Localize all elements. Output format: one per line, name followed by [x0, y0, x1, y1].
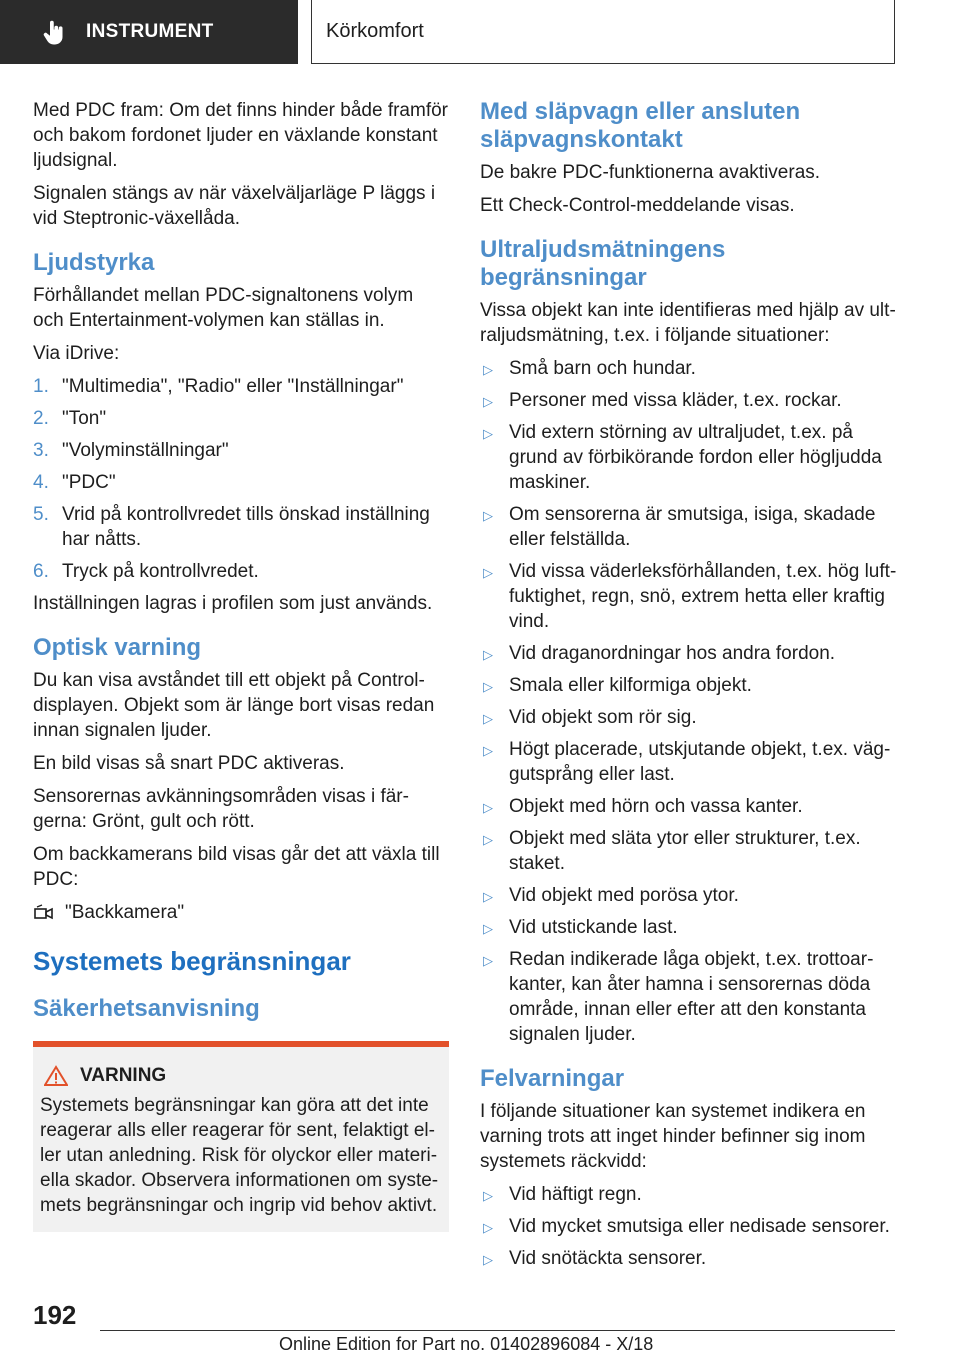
triangle-bullet-icon: ▷ — [483, 800, 493, 815]
list-item: ▷ Objekt med hörn och vassa kanter. — [480, 794, 898, 819]
warning-text: Systemets begränsningar kan göra att det inte reagerar alls eller reagerar för sent, felaktigt eller utan anledning. Risk för olyckor eller materiella skador. Observera informationen om systemets begränsningar och ingrip vid behov aktivt. — [40, 1095, 439, 1216]
heading-volume: Ljudstyrka — [33, 249, 155, 276]
list-item: ▷ Redan indikerade låga objekt, t.ex. trottoarkanter, kan åter hamna i sensorernas döda område, innan eller efter att den konstanta signalen ljuder. — [483, 949, 874, 1045]
list-item: 4. "PDC" — [33, 472, 116, 493]
left-column — [33, 98, 449, 1232]
heading-ultrasound: Ultraljudsmätningens begränsningar — [480, 236, 726, 291]
paragraph: En bild visas så snart PDC aktiveras. — [33, 753, 345, 774]
chapter-label: INSTRUMENT — [86, 21, 214, 42]
list-item: ▷ Objekt med släta ytor eller strukturer, t.ex. staket. — [483, 828, 861, 874]
list-item: 6. Tryck på kontrollvredet. — [33, 561, 259, 582]
list-item: ▷ Vid objekt med porösa ytor. — [480, 883, 898, 908]
paragraph: Sensorernas avkänningsområden visas i färgerna: Grönt, gult och rött. — [33, 786, 409, 832]
list-item: ▷ Vid objekt som rör sig. — [480, 705, 898, 730]
paragraph: Ett Check-Control-meddelande visas. — [480, 195, 795, 216]
triangle-bullet-icon: ▷ — [483, 426, 493, 441]
triangle-bullet-icon: ▷ — [483, 362, 493, 377]
triangle-bullet-icon: ▷ — [483, 679, 493, 694]
list-item: 3. "Volyminställningar" — [33, 440, 229, 461]
paragraph: Förhållandet mellan PDC-signaltonens volym och Entertainment-volymen kan ställas in. — [33, 285, 414, 331]
triangle-bullet-icon: ▷ — [483, 743, 493, 758]
page-header — [0, 0, 960, 66]
heading-trailer: Med släpvagn eller ansluten släpvagnskontakt — [480, 98, 801, 153]
list-item: ▷ Personer med vissa kläder, t.ex. rockar. — [480, 388, 898, 413]
warning-header — [40, 1065, 441, 1087]
page-number: 192 — [33, 1300, 77, 1330]
triangle-bullet-icon: ▷ — [483, 508, 493, 523]
triangle-bullet-icon: ▷ — [483, 889, 493, 904]
paragraph: Vissa objekt kan inte identifieras med hjälp av ultraljudsmätning, t.ex. i följande situationer: — [480, 300, 896, 346]
list-item: 1. "Multimedia", "Radio" eller "Inställningar" — [33, 376, 404, 397]
list-item: ▷ Smala eller kilformiga objekt. — [480, 673, 898, 698]
list-item: 5. Vrid på kontrollvredet tills önskad inställning har nåtts. — [33, 504, 430, 550]
list-item: ▷ Om sensorerna är smutsiga, isiga, skadade eller felställda. — [483, 504, 876, 550]
limitations-list — [480, 356, 898, 1047]
list-item: ▷ Högt placerade, utskjutande objekt, t.ex. väggutsprång eller last. — [483, 739, 891, 785]
paragraph: I följande situationer kan systemet indikera en varning trots att inget hinder befinner sig inom systemets räckvidd: — [480, 1101, 866, 1172]
triangle-bullet-icon: ▷ — [483, 1252, 493, 1267]
heading-optical: Optisk varning — [33, 634, 202, 661]
steps-list — [33, 374, 449, 584]
triangle-bullet-icon: ▷ — [483, 832, 493, 847]
list-item: ▷ Små barn och hundar. — [480, 356, 898, 381]
camera-option — [33, 900, 449, 925]
heading-false-warnings: Felvarningar — [480, 1065, 625, 1092]
triangle-bullet-icon: ▷ — [483, 1220, 493, 1235]
paragraph: Inställningen lagras i profilen som just används. — [33, 593, 433, 614]
section-title: Körkomfort — [311, 0, 895, 64]
list-item: 2. "Ton" — [33, 408, 107, 429]
warning-triangle-icon — [44, 1065, 68, 1087]
triangle-bullet-icon: ▷ — [483, 711, 493, 726]
paragraph: Om backkamerans bild visas går det att växla till PDC: — [33, 844, 440, 890]
list-item: ▷ Vid extern störning av ultraljudet, t.ex. på grund av förbikörande fordon eller högljudda maskiner. — [483, 422, 882, 493]
list-item: ▷ Vid vissa väderleksförhållanden, t.ex. hög luftfuktighet, regn, snö, extrem hetta eller kraftig vind. — [483, 561, 897, 632]
paragraph: De bakre PDC-funktionerna avaktiveras. — [480, 162, 821, 183]
list-item: ▷ Vid draganordningar hos andra fordon. — [480, 641, 898, 666]
heading-safety: Säkerhetsanvisning — [33, 995, 260, 1022]
triangle-bullet-icon: ▷ — [483, 394, 493, 409]
chapter-tab[interactable] — [0, 0, 298, 64]
triangle-bullet-icon: ▷ — [483, 647, 493, 662]
list-item: ▷ Vid mycket smutsiga eller nedisade sensorer. — [480, 1214, 898, 1239]
triangle-bullet-icon: ▷ — [483, 565, 493, 580]
camera-icon — [33, 903, 55, 923]
list-item: ▷ Vid snötäckta sensorer. — [480, 1246, 898, 1271]
triangle-bullet-icon: ▷ — [483, 921, 493, 936]
false-warnings-list — [480, 1182, 898, 1271]
warning-title: VARNING — [80, 1065, 167, 1086]
footer-edition[interactable]: Online Edition for Part no. 01402896084 - X/18 — [279, 1334, 654, 1354]
paragraph: Via iDrive: — [33, 343, 120, 364]
hand-icon — [40, 17, 70, 47]
list-item: ▷ Vid häftigt regn. — [480, 1182, 898, 1207]
list-item: ▷ Vid utstickande last. — [480, 915, 898, 940]
camera-label: "Backkamera" — [65, 902, 185, 923]
right-column — [480, 98, 898, 1278]
footer-divider — [100, 1330, 895, 1331]
paragraph: Med PDC fram: Om det finns hinder både framför och bakom fordonet ljuder en växlande konstant ljudsignal. — [33, 100, 448, 171]
heading-limits: Systemets begränsningar — [33, 946, 351, 976]
paragraph: Du kan visa avståndet till ett objekt på Control-displayen. Objekt som är länge bort visas redan innan signalen ljuder. — [33, 670, 435, 741]
warning-box — [33, 1041, 449, 1232]
triangle-bullet-icon: ▷ — [483, 1188, 493, 1203]
triangle-bullet-icon: ▷ — [483, 953, 493, 968]
paragraph: Signalen stängs av när växelväljarläge P läggs i vid Steptronic-växellåda. — [33, 183, 436, 229]
